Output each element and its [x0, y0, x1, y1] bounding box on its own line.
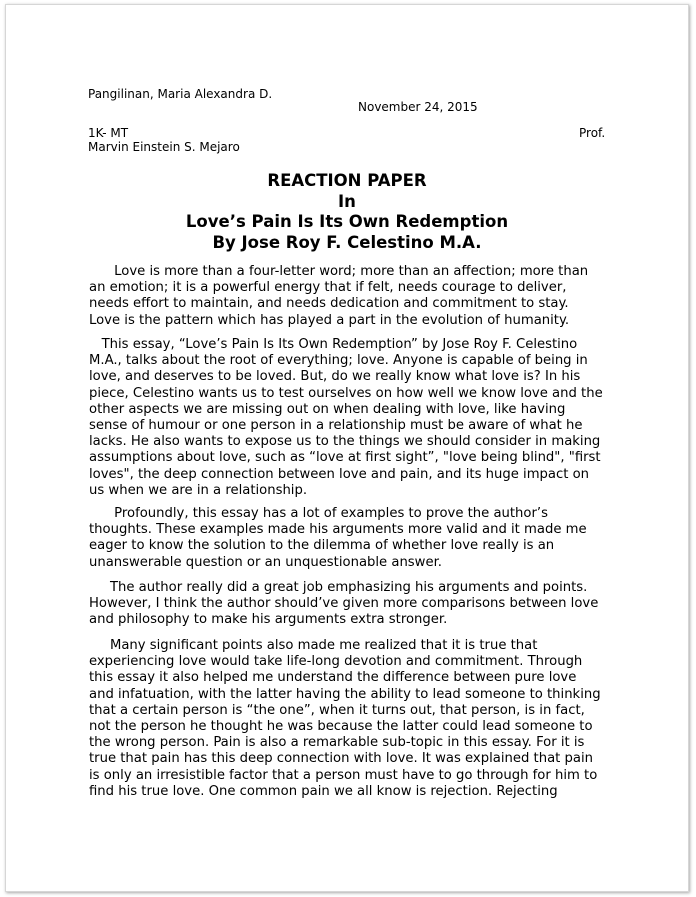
text-line: loves", the deep connection between love and pain, and its huge impact on [89, 466, 590, 482]
text-line: the wrong person. Pain is also a remarkable sub-topic in this essay. For it is [89, 735, 585, 751]
text-line: piece, Celestino wants us to test ourselves on how well we know love and the [89, 385, 603, 401]
title-line-3: Love’s Pain Is Its Own Redemption [185, 212, 509, 231]
text-line: thoughts. These examples made his arguments more valid and it made me [89, 522, 587, 538]
document-title [6, 171, 688, 253]
text-line: true that pain has this deep connection with love. It was explained that pain [89, 751, 593, 767]
text-line: love, and deserves to be loved. But, do we really know what love is? In his [89, 369, 581, 385]
text-line: Love is more than a four-letter word; more than an affection; more than [89, 264, 589, 279]
text-line: eager to know the solution to the dilemma of whether love really is an [89, 538, 555, 554]
professor-name: Marvin Einstein S. Mejaro [88, 140, 240, 154]
text-line: and infatuation, with the latter having the ability to lead someone to thinking [89, 686, 601, 702]
text-line: However, I think the author should’ve given more comparisons between love [89, 596, 599, 612]
document-page [5, 4, 689, 892]
date: November 24, 2015 [358, 100, 478, 114]
text-line: an emotion; it is a powerful energy that if felt, needs courage to deliver, [89, 280, 567, 296]
text-line: is only an irresistible factor that a person must have to go through for him to [89, 767, 598, 783]
text-line: other aspects we are missing out on when dealing with love, like having [89, 401, 566, 417]
text-line: find his true love. One common pain we all know is rejection. Rejecting [89, 783, 558, 799]
text-line: and philosophy to make his arguments extra stronger. [89, 612, 448, 628]
paragraph [89, 337, 603, 499]
text-line: that a certain person is “the one”, when it turns out, that person, is in fact, [89, 702, 585, 718]
title-line-4: By Jose Roy F. Celestino M.A. [212, 232, 482, 252]
text-line: not the person he thought he was because the latter could lead someone to [89, 719, 593, 735]
text-line: assumptions about love, such as “love at first sight”, "love being blind", "first [89, 450, 601, 466]
text-line: unanswerable question or an unquestionable answer. [89, 554, 442, 570]
text-line: sense of humour or one person in a relationship must be aware of what he [89, 418, 583, 434]
prof-label: Prof. [579, 126, 606, 140]
text-line: Many significant points also made me realized that it is true that [89, 638, 538, 653]
title-line-2: In [338, 191, 356, 211]
text-line: us when we are in a relationship. [89, 482, 308, 498]
text-line: experiencing love would take life-long devotion and commitment. Through [89, 654, 583, 670]
text-line: this essay it also helped me understand the difference between pure love [89, 670, 577, 686]
paragraph [89, 264, 588, 329]
text-line: M.A., talks about the root of everything; love. Anyone is capable of being in [89, 353, 588, 369]
author-name: Pangilinan, Maria Alexandra D. [88, 87, 273, 101]
text-line: needs effort to maintain, and needs dedication and commitment to stay. [89, 296, 569, 312]
text-line: The author really did a great job emphasizing his arguments and points. [89, 580, 588, 595]
text-line: This essay, “Love’s Pain Is Its Own Redemption” by Jose Roy F. Celestino [89, 337, 578, 352]
text-line: Profoundly, this essay has a lot of examples to prove the author’s [89, 506, 548, 521]
paragraph [89, 638, 601, 800]
text-line: Love is the pattern which has played a part in the evolution of humanity. [89, 312, 570, 328]
section: 1K- MT [88, 126, 129, 140]
paragraph [89, 506, 587, 571]
title-line-1: REACTION PAPER [267, 171, 427, 190]
paragraph [89, 580, 598, 629]
text-line: lacks. He also wants to expose us to the things we should consider in making [89, 434, 601, 450]
